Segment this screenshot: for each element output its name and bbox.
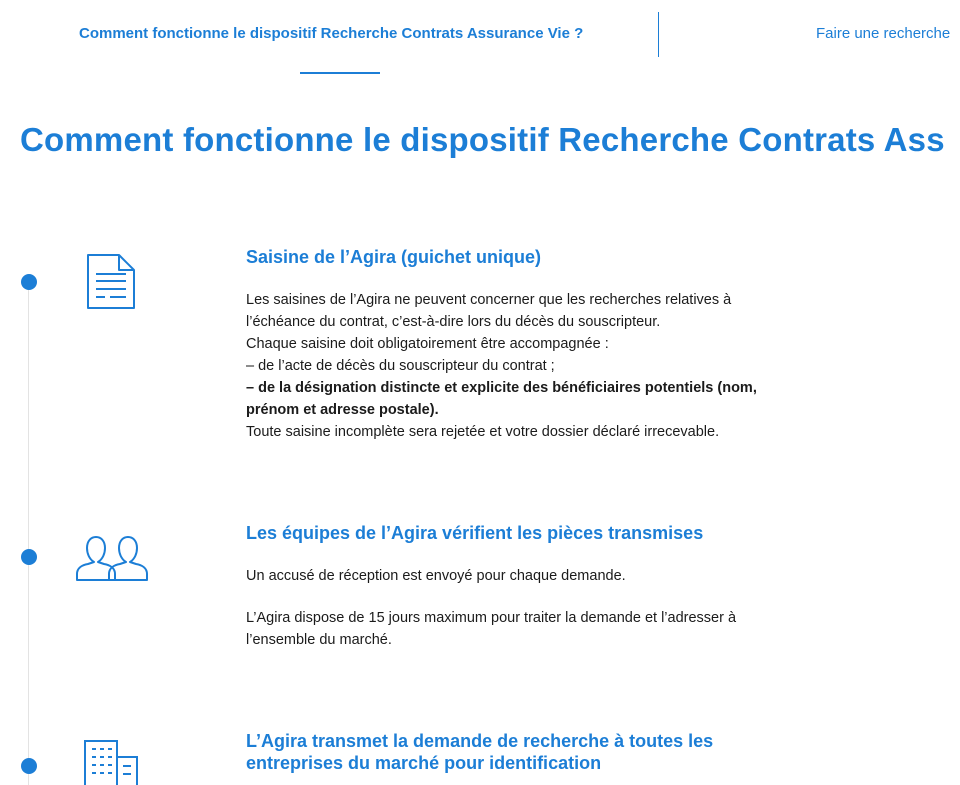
step-3-title bbox=[246, 730, 713, 774]
step-1-line: Toute saisine incomplète sera rejetée et votre dossier déclaré irrecevable. bbox=[246, 424, 720, 440]
timeline-dot-step-1 bbox=[21, 274, 37, 290]
tab-make-search[interactable]: Faire une recherche bbox=[816, 25, 951, 42]
document-icon bbox=[85, 253, 137, 316]
timeline-dot-step-2 bbox=[21, 549, 37, 565]
tab-separator bbox=[658, 12, 659, 57]
step-2-line: l’ensemble du marché. bbox=[246, 632, 392, 648]
step-1-title: Saisine de l’Agira (guichet unique) bbox=[246, 247, 542, 267]
tab-how-it-works[interactable]: Comment fonctionne le dispositif Recherche Contrats Assurance Vie ? bbox=[79, 25, 584, 42]
step-2-paragraph: Un accusé de réception est envoyé pour chaque demande. bbox=[246, 568, 626, 584]
step-3-title-line: L’Agira transmet la demande de recherche à toutes les bbox=[246, 731, 714, 751]
step-1-line-bold: – de la désignation distincte et explicite des bénéficiaires potentiels (nom, bbox=[246, 380, 757, 396]
step-1-line: Les saisines de l’Agira ne peuvent concerner que les recherches relatives à bbox=[246, 292, 732, 308]
step-2-title: Les équipes de l’Agira vérifient les pièces transmises bbox=[246, 523, 704, 543]
timeline-line bbox=[28, 280, 29, 785]
tab-bar bbox=[0, 0, 960, 80]
step-1-line-bold: prénom et adresse postale). bbox=[246, 402, 439, 418]
step-3-title-line: entreprises du marché pour identification bbox=[246, 753, 602, 773]
step-1-line: l’échéance du contrat, c’est-à-dire lors du décès du souscripteur. bbox=[246, 314, 661, 330]
step-1-line: – de l’acte de décès du souscripteur du contrat ; bbox=[246, 358, 555, 374]
step-1-line: Chaque saisine doit obligatoirement être accompagnée : bbox=[246, 336, 609, 352]
step-1-body bbox=[246, 289, 816, 443]
timeline-dot-step-3 bbox=[21, 758, 37, 774]
users-icon bbox=[75, 535, 149, 588]
step-2-body bbox=[246, 565, 816, 651]
building-icon bbox=[83, 739, 139, 785]
step-2-line: L’Agira dispose de 15 jours maximum pour traiter la demande et l’adresser à bbox=[246, 610, 737, 626]
page-title: Comment fonctionne le dispositif Recherche Contrats Ass bbox=[20, 121, 945, 158]
active-tab-indicator bbox=[300, 72, 380, 74]
